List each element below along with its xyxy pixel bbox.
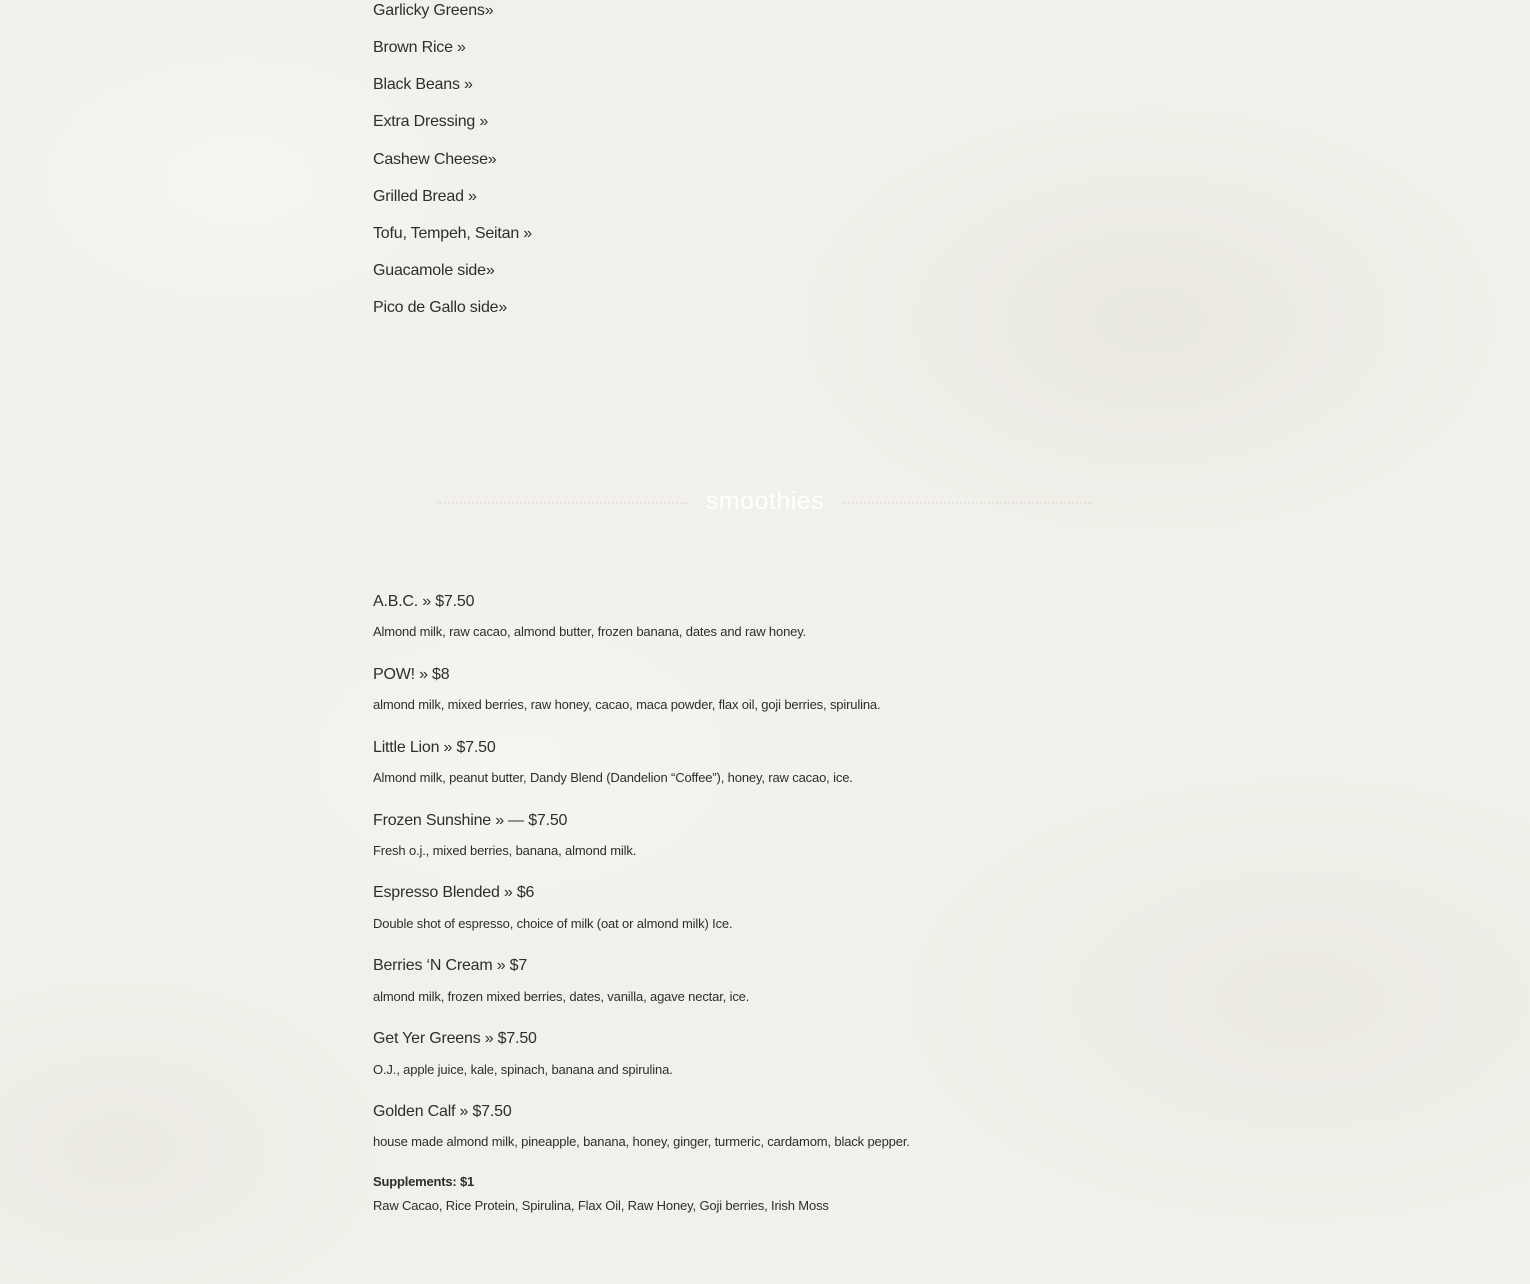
smoothie-description-golden-calf: house made almond milk, pineapple, banana, honey, ginger, turmeric, cardamom, black pepper. xyxy=(373,1134,910,1149)
smoothie-description-frozen-sunshine: Fresh o.j., mixed berries, banana, almond milk. xyxy=(373,843,637,858)
side-item-tofu-tempeh-seitan: Tofu, Tempeh, Seitan » xyxy=(373,225,532,242)
side-item-brown-rice: Brown Rice » xyxy=(373,39,466,56)
side-item-black-beans: Black Beans » xyxy=(373,76,473,93)
smoothie-name-pow: POW! » $8 xyxy=(373,666,450,683)
side-item-garlicky-greens: Garlicky Greens» xyxy=(373,2,494,19)
smoothie-description-espresso-blended: Double shot of espresso, choice of milk (oat or almond milk) Ice. xyxy=(373,916,733,931)
smoothie-name-little-lion: Little Lion » $7.50 xyxy=(373,739,496,756)
smoothie-description-pow: almond milk, mixed berries, raw honey, cacao, maca powder, flax oil, goji berries, spirulina. xyxy=(373,697,881,712)
smoothie-description-abc: Almond milk, raw cacao, almond butter, frozen banana, dates and raw honey. xyxy=(373,624,807,639)
smoothie-description-berries-n-cream: almond milk, frozen mixed berries, dates, vanilla, agave nectar, ice. xyxy=(373,989,750,1004)
smoothie-name-abc: A.B.C. » $7.50 xyxy=(373,593,475,610)
side-item-grilled-bread: Grilled Bread » xyxy=(373,188,477,205)
smoothies-section-header xyxy=(437,484,1093,520)
smoothie-name-golden-calf: Golden Calf » $7.50 xyxy=(373,1103,512,1120)
side-item-guacamole: Guacamole side» xyxy=(373,262,495,279)
smoothie-description-get-yer-greens: O.J., apple juice, kale, spinach, banana and spirulina. xyxy=(373,1062,673,1077)
side-item-cashew-cheese: Cashew Cheese» xyxy=(373,151,497,168)
section-title: smoothies xyxy=(705,487,825,515)
smoothie-name-berries-n-cream: Berries ‘N Cream » $7 xyxy=(373,957,528,974)
supplements-list: Raw Cacao, Rice Protein, Spirulina, Flax Oil, Raw Honey, Goji berries, Irish Moss xyxy=(373,1198,829,1213)
smoothie-name-frozen-sunshine: Frozen Sunshine » — $7.50 xyxy=(373,812,568,829)
side-item-pico-de-gallo: Pico de Gallo side» xyxy=(373,299,508,316)
smoothie-name-espresso-blended: Espresso Blended » $6 xyxy=(373,884,535,901)
side-item-extra-dressing: Extra Dressing » xyxy=(373,113,489,130)
smoothie-name-get-yer-greens: Get Yer Greens » $7.50 xyxy=(373,1030,537,1047)
section-divider-right xyxy=(841,502,1093,504)
smoothie-description-little-lion: Almond milk, peanut butter, Dandy Blend (Dandelion “Coffee”), honey, raw cacao, ice. xyxy=(373,770,853,785)
supplements-title: Supplements: $1 xyxy=(373,1174,475,1189)
